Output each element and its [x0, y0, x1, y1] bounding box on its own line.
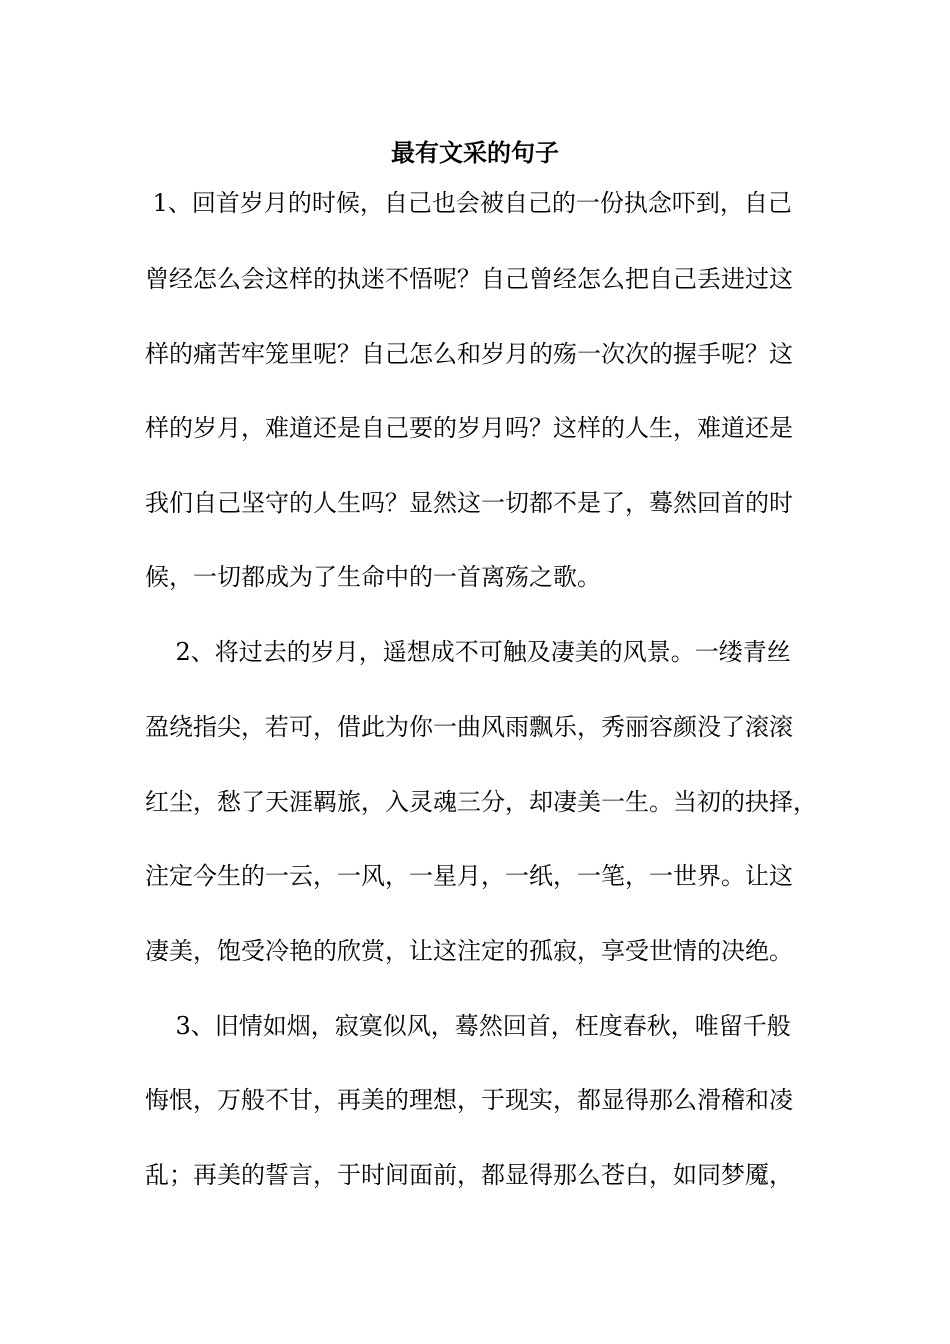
text-line: 1、回首岁月的时候，自己也会被自己的一份执念吓到，自己: [145, 189, 792, 217]
text-line: 我们自己坚守的人生吗？显然这一切都不是了，蓦然回首的时: [145, 489, 793, 517]
text-line: 3、旧情如烟，寂寞似风，蓦然回首，枉度春秋，唯留千般: [145, 1012, 791, 1040]
text-line: 样的岁月，难道还是自己要的岁月吗？这样的人生，难道还是: [145, 414, 793, 442]
text-line: 乱；再美的誓言，于时间面前，都显得那么苍白，如同梦魇，: [145, 1161, 793, 1189]
text-line: 盈绕指尖，若可，借此为你一曲风雨飘乐，秀丽容颜没了滚滚: [145, 713, 793, 741]
text-line: 凄美，饱受冷艳的欣赏，让这注定的孤寂，享受世情的决绝。: [145, 937, 793, 965]
text-line: 注定今生的一云，一风，一星月，一纸，一笔，一世界。让这: [145, 862, 793, 890]
text-line: 红尘，愁了天涯羁旅，入灵魂三分，却凄美一生。当初的抉择，: [145, 788, 817, 816]
text-line: 悔恨，万般不甘，再美的理想，于现实，都显得那么滑稽和凌: [145, 1086, 793, 1114]
text-line: 样的痛苦牢笼里呢？自己怎么和岁月的殇一次次的握手呢？这: [145, 340, 793, 368]
text-line: 曾经怎么会这样的执迷不悟呢？自己曾经怎么把自己丢进过这: [145, 265, 793, 293]
text-line: 2、将过去的岁月，遥想成不可触及凄美的风景。一缕青丝: [145, 638, 791, 666]
document-title: 最有文采的句子: [391, 138, 559, 167]
text-line: 候，一切都成为了生命中的一首离殇之歌。: [145, 563, 601, 591]
